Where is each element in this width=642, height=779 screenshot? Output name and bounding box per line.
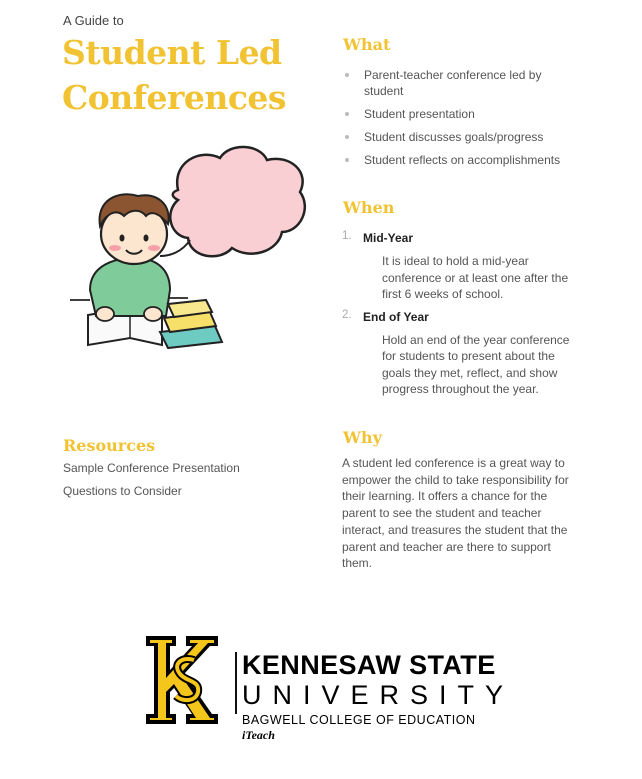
list-item-title: Mid-Year xyxy=(363,231,414,245)
guide-kicker: A Guide to xyxy=(63,13,124,28)
list-item-text: Hold an end of the year conference for students to present about the goals they met, reflect, and show progress throughout the year. xyxy=(382,332,570,396)
list-item xyxy=(342,230,582,303)
why-paragraph: A student led conference is a great way to empower the child to take responsibility for their learning. It offers a chance for the parent to see the student and teacher interact, and treasures the student that the parent and teacher are there to support them. xyxy=(342,456,569,571)
student-reading-illustration xyxy=(60,140,310,355)
logo-university: UNIVERSITY xyxy=(242,680,515,710)
list-number: 2. xyxy=(342,308,352,321)
list-item: Student reflects on accomplishments xyxy=(342,152,572,168)
list-item: Parent-teacher conference led by student xyxy=(342,67,572,99)
list-item xyxy=(342,309,582,398)
what-list xyxy=(342,67,572,175)
why-heading: Why xyxy=(343,428,382,447)
resources-heading: Resources xyxy=(63,436,156,455)
sample-presentation-link[interactable]: Sample Conference Presentation xyxy=(63,461,240,475)
logo-kennesaw-state: KENNESAW STATE xyxy=(242,650,496,680)
ks-monogram-icon xyxy=(128,630,228,730)
page-title: Student Led Conferences xyxy=(62,33,287,117)
logo-iteach: iTeach xyxy=(242,728,275,742)
questions-link[interactable]: Questions to Consider xyxy=(63,484,182,498)
list-item-title: End of Year xyxy=(363,309,429,324)
list-item: Student presentation xyxy=(342,106,572,122)
when-heading: When xyxy=(343,198,395,217)
logo-college: BAGWELL COLLEGE OF EDUCATION xyxy=(242,713,476,727)
resources-list xyxy=(63,461,240,507)
ksu-logo xyxy=(128,630,528,740)
when-list xyxy=(342,230,582,404)
logo-divider xyxy=(235,652,237,714)
what-heading: What xyxy=(343,35,391,54)
list-number: 1. xyxy=(342,230,352,242)
list-item: Student discusses goals/progress xyxy=(342,129,572,145)
list-item-text: It is ideal to hold a mid-year conference or at least one after the first 6 weeks of school. xyxy=(382,254,569,301)
